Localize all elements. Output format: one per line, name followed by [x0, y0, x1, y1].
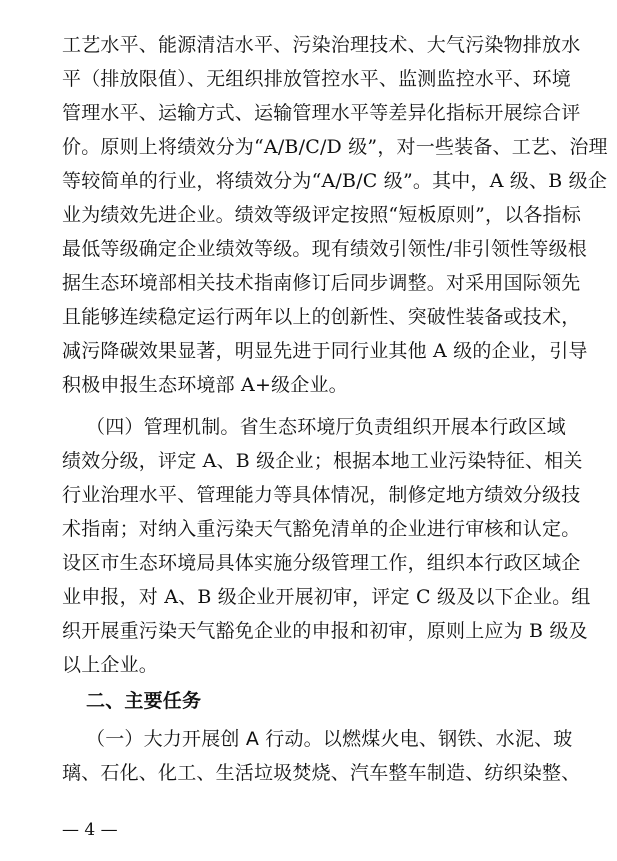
- body-line-1: 工艺水平、能源清洁水平、污染治理技术、大气污染物排放水: [62, 34, 581, 56]
- task-one-line-2: 璃、石化、化工、生活垃圾焚烧、汽车整车制造、纺织染整、: [62, 762, 581, 784]
- body-line-11: 积极申报生态环境部 A+级企业。: [62, 374, 348, 396]
- section-four-line-7: 织开展重污染天气豁免企业的申报和初审，原则上应为 B 级及: [62, 620, 588, 642]
- section-four-line-2: 绩效分级，评定 A、B 级企业；根据本地工业污染特征、相关: [62, 450, 583, 472]
- body-line-10: 减污降碳效果显著，明显先进于同行业其他 A 级的企业，引导: [62, 340, 588, 362]
- body-line-4: 价。原则上将绩效分为“A/B/C/D 级”，对一些装备、工艺、治理: [62, 136, 608, 158]
- page-number: — 4 —: [62, 820, 118, 840]
- body-line-3: 管理水平、运输方式、运输管理水平等差异化指标开展综合评: [62, 102, 581, 124]
- section-four-line-5: 设区市生态环境局具体实施分级管理工作，组织本行政区域企: [62, 552, 581, 574]
- section-four-line-6: 业申报，对 A、B 级企业开展初审，评定 C 级及以下企业。组: [62, 586, 591, 608]
- body-line-7: 最低等级确定企业绩效等级。现有绩效引领性/非引领性等级根: [62, 238, 588, 260]
- body-line-9: 且能够连续稳定运行两年以上的创新性、突破性装备或技术，: [62, 306, 581, 328]
- section-heading-main-tasks: 二、主要任务: [86, 690, 202, 712]
- body-line-2: 平（排放限值）、无组织排放管控水平、监测监控水平、环境: [62, 68, 571, 90]
- task-one-line-1: （一）大力开展创 A 行动。以燃煤火电、钢铁、水泥、玻: [86, 728, 573, 750]
- body-line-6: 业为绩效先进企业。绩效等级评定按照“短板原则”，以各指标: [62, 204, 582, 226]
- body-line-8: 据生态环境部相关技术指南修订后同步调整。对采用国际领先: [62, 272, 581, 294]
- section-four-line-3: 行业治理水平、管理能力等具体情况，制修定地方绩效分级技: [62, 484, 581, 506]
- section-four-line-8: 以上企业。: [62, 654, 159, 676]
- body-line-5: 等较简单的行业，将绩效分为“A/B/C 级”。其中，A 级、B 级企: [62, 170, 608, 192]
- section-four-line-4: 术指南；对纳入重污染天气豁免清单的企业进行审核和认定。: [62, 518, 581, 540]
- section-four-line-1: （四）管理机制。省生态环境厅负责组织开展本行政区域: [86, 416, 567, 438]
